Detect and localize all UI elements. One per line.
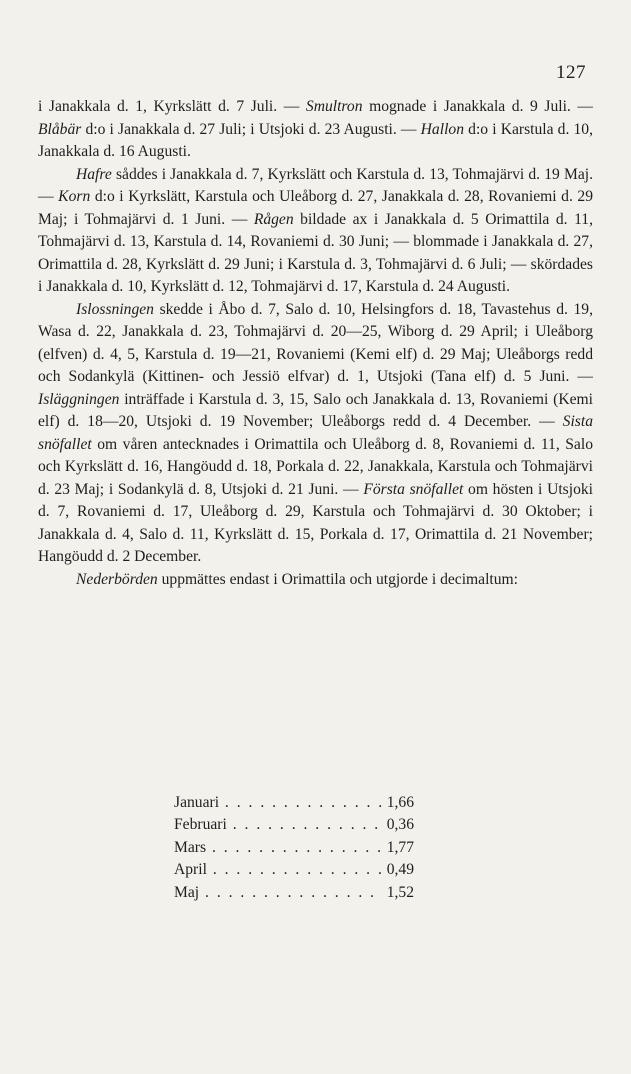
text-run: d:o i Kyrkslätt, Karstula och Uleåborg d. 27, Janakkala d. 28, Rovaniemi d. 29 Maj; i Tohmajärvi d. 1 Juni. — (38, 188, 594, 228)
emphasis-term: Rågen (253, 210, 294, 228)
emphasis-term: Smultron (305, 98, 363, 115)
text-run: om hösten i Utsjoki d. 7, Rovaniemi d. 17, Uleåborg d. 29, Karstula och Tohmajärvi d. 30 Oktober; i Janakkala d. 4, Salo d. 11, Kyrkslätt d. 15, Porkala d. 17, Orimattila d. 21 November; Hangöudd d. 2 December. (38, 480, 593, 565)
precipitation-value: 1,77 (383, 837, 414, 859)
paragraph-berries (38, 96, 593, 164)
text-run: inträffade i Karstula d. 3, 15, Salo och Janakkala d. 13, Rovaniemi (Kemi elf) d. 18—20, Utsjoki d. 19 November; Uleåborgs redd d. 4 December. — (38, 390, 593, 430)
page-number: 127 (556, 62, 586, 83)
text-run: mognade i Janakkala d. 9 Juli. — (362, 98, 593, 115)
emphasis-term: Hafre (76, 165, 112, 183)
emphasis-term: Första snöfallet (363, 480, 464, 498)
text-run: d:o i Karstula d. 10, Janakkala d. 16 Augusti. (38, 120, 593, 160)
emphasis-term: Nederbörden (76, 570, 158, 588)
precipitation-value: 1,52 (383, 882, 414, 904)
precipitation-row (174, 859, 414, 881)
precipitation-row (174, 882, 414, 904)
emphasis-term: Islossningen (76, 300, 154, 318)
paragraph-precipitation-intro (38, 569, 593, 592)
precipitation-table (174, 792, 414, 904)
text-run: såddes i Janakkala d. 7, Kyrkslätt och Karstula d. 13, Tohmajärvi d. 19 Maj. — (38, 165, 593, 205)
text-run: bildade ax i Janakkala d. 5 Orimattila d. 11, Tohmajärvi d. 13, Karstula d. 14, Rovaniemi d. 30 Juni; — blommade i Janakkala d. 27, Orimattila d. 28, Kyrkslätt d. 29 Juni; i Karstula d. 3, Tohmajärvi d. 6 Juli; — skördades i Janakkala d. 10, Kyrkslätt d. 12, Tohmajärvi d. 17, Karstula d. 24 Augusti. (38, 210, 593, 295)
emphasis-term: Sista snöfallet (38, 413, 593, 453)
emphasis-term: Hallon (420, 120, 464, 138)
precipitation-row (174, 792, 414, 814)
precipitation-value: 0,49 (383, 859, 414, 881)
precipitation-value: 1,66 (383, 792, 414, 814)
paragraph-crops (38, 164, 593, 299)
month-label: Januari . . . (174, 792, 383, 814)
text-run: skedde i Åbo d. 7, Salo d. 10, Helsingfors d. 18, Tavastehus d. 19, Wasa d. 22, Janakkala d. 23, Tohmajärvi d. 20—25, Wiborg d. 29 April; i Uleåborg (elfven) d. 4, 5, Karstula d. 19—21, Rovaniemi (Kemi elf) d. 29 Maj; Uleåborgs redd och Sodankylä (Kittinen- och Jessiö elfvar) d. 1, Utsjoki (Tana elf) d. 5 Juni. — (38, 300, 593, 385)
month-label: Maj . . . (174, 882, 383, 904)
precipitation-value: 0,36 (383, 814, 414, 836)
month-label: Februari . . . (174, 814, 383, 836)
paragraph-ice-snow (38, 299, 593, 569)
emphasis-term: Korn (58, 188, 91, 205)
body-text (38, 96, 593, 591)
month-label: April . . . (174, 859, 383, 881)
text-run: uppmättes endast i Orimattila och utgjorde i decimaltum: (157, 570, 519, 588)
emphasis-term: Blåbär (38, 120, 82, 138)
text-run: i Janakkala d. 1, Kyrkslätt d. 7 Juli. — (38, 98, 306, 115)
emphasis-term: Isläggningen (38, 390, 120, 408)
precipitation-row (174, 837, 414, 859)
month-label: Mars . . . (174, 837, 383, 859)
text-run: d:o i Janakkala d. 27 Juli; i Utsjoki d. 23 Augusti. — (81, 120, 421, 138)
precipitation-row (174, 814, 414, 836)
text-run: om våren antecknades i Orimattila och Uleåborg d. 8, Rovaniemi d. 11, Salo och Kyrkslätt d. 16, Hangöudd d. 18, Porkala d. 22, Janakkala, Karstula och Tohmajärvi d. 23 Maj; i Sodankylä d. 8, Utsjoki d. 21 Juni. — (38, 435, 593, 498)
